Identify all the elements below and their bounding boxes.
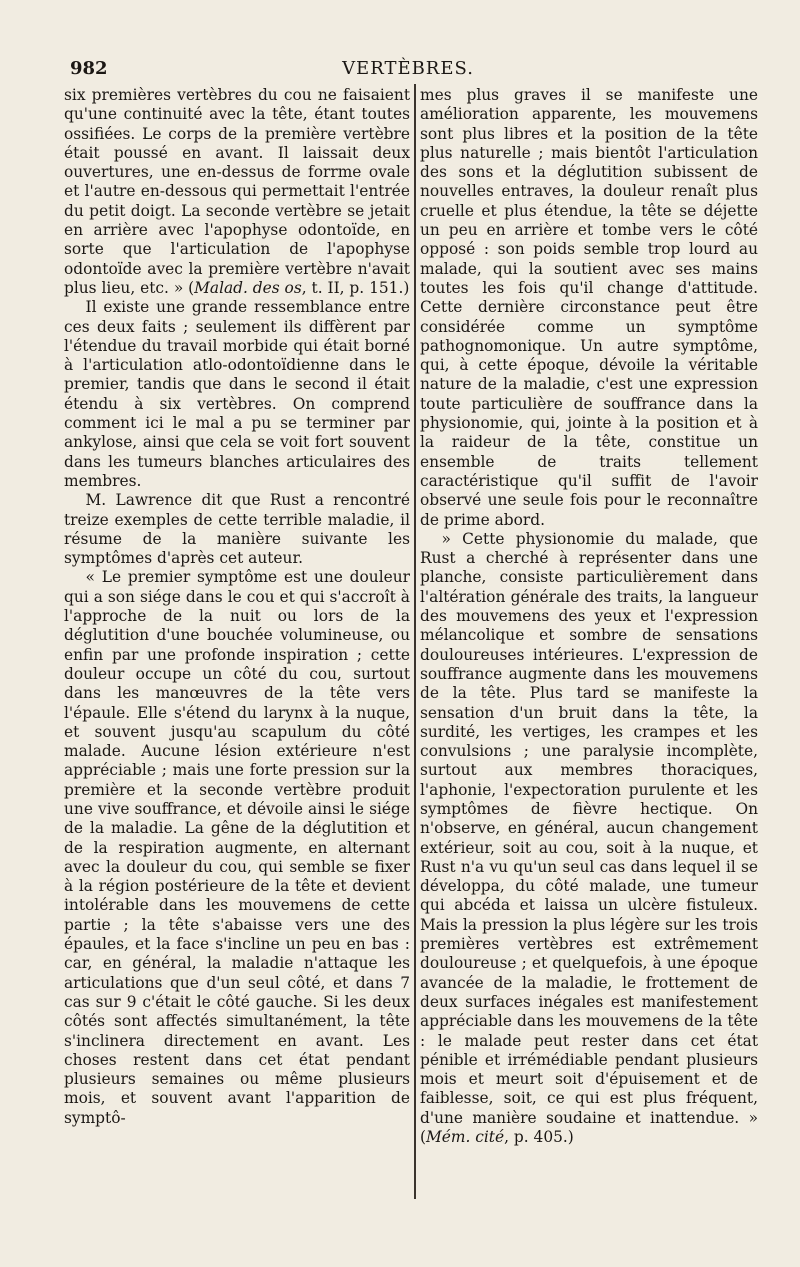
citation-reference: , t. II, p. 151.) — [301, 278, 410, 297]
paragraph — [420, 530, 758, 1148]
paragraph: M. Lawrence dit que Rust a rencontré treize exemples de cette terrible maladie, il résume de la manière suivante les symptômes d'après cet auteur. — [64, 491, 410, 568]
left-column — [64, 86, 410, 1236]
citation: Mém. cité — [426, 1128, 505, 1147]
citation: Malad. des os — [194, 278, 302, 297]
paragraph: « Le premier symptôme est une douleur qui a son siége dans le cou et qui s'accroît à l'approche de la nuit ou lors de la déglutition d'une bouchée volumineuse, ou enfin par une profonde inspiration ; cette douleur occupe un côté du cou, surtout dans les manœuvres de la tête vers l'épaule. Elle s'étend du larynx à la nuque, et souvent jusqu'au scapulum du côté malade. Aucune lésion extérieure n'est appréciable ; mais une forte pression sur la première et la seconde vertèbre produit une vive souffrance, et dévoile ainsi le siége de la maladie. La gêne de la déglutition et de la respiration augmente, en alternant avec la douleur du cou, qui semble se fixer à la région postérieure de la tête et devient intolérable dans les mouvemens de cette partie ; la tête s'abaisse vers une des épaules, et la face s'incline un peu en bas : car, en général, la maladie n'attaque les articulations que d'un seul côté, et dans 7 cas sur 9 c'était le côté gauche. Si les deux côtés sont affectés simultanément, la tête s'inclinera directement en avant. Les choses restent dans cet état pendant plusieurs semaines ou même plusieurs mois, et souvent avant l'apparition de symptô- — [64, 568, 410, 1127]
page-header — [70, 58, 746, 82]
paragraph: Il existe une grande ressemblance entre ces deux faits ; seulement ils diffèrent par l'étendue du travail morbide qui était borné à l'articulation atlo-odontoïdienne dans le premier, tandis que dans le second il était étendu à six vertèbres. On comprend comment ici le mal a pu se terminer par ankylose, ainsi que cela se voit fort souvent dans les tumeurs blanches articulaires des membres. — [64, 298, 410, 490]
running-title: VERTÈBRES. — [342, 58, 474, 79]
citation-reference: , p. 405.) — [504, 1128, 574, 1147]
paragraph: mes plus graves il se manifeste une amélioration apparente, les mouvemens sont plus libres et la position de la tête plus naturelle ; mais bientôt l'articulation des sons et la déglutition subissent de nouvelles entraves, la douleur renaît plus cruelle et plus étendue, la tête se déjette un peu en arrière et tombe vers le côté opposé : son poids semble trop lourd au malade, qui la soutient avec ses mains toutes les fois qu'il change d'attitude. Cette dernière circonstance peut être considérée comme un symptôme pathognomonique. Un autre symptôme, qui, à cette époque, dévoile la véritable nature de la maladie, c'est une expression toute particulière de souffrance dans la physionomie, qui, jointe à la position et à la raideur de la tête, constitue un ensemble de traits tellement caractéristique qu'il suffit de l'avoir observé une seule fois pour le reconnaître de prime abord. — [420, 86, 758, 529]
paragraph — [64, 86, 410, 298]
page-number: 982 — [70, 58, 108, 79]
column-divider — [414, 84, 416, 1199]
paragraph-text: » Cette physionomie du malade, que Rust a cherché à représenter dans une planche, consiste particulièrement dans l'altération générale des traits, la langueur des mouvemens des yeux et l'expression mélancolique et sombre de sensations douloureuses intérieures. L'expression de souffrance augmente dans les mouvemens de la tête. Plus tard se manifeste la sensation d'un bruit dans la tête, la surdité, les vertiges, les crampes et les convulsions ; une paralysie incomplète, surtout aux membres thoraciques, l'aphonie, l'expectoration purulente et les symptômes de fièvre hectique. On n'observe, en général, aucun changement extérieur, soit au cou, soit à la nuque, et Rust n'a vu qu'un seul cas dans lequel il se développa, du côté malade, une tumeur qui abcéda et laissa un ulcère fistuleux. Mais la pression la plus légère sur les trois premières vertèbres est extrêmement douloureuse ; et quelquefois, à une époque avancée de la maladie, le frottement de deux surfaces inégales est manifestement appréciable dans les mouvemens de la tête : le malade peut rester dans cet état pénible et irrémédiable pendant plusieurs mois et meurt soit d'épuisement et de faiblesse, soit, ce qui est plus fréquent, d'une manière soudaine et inattendue. » ( — [420, 529, 758, 1147]
right-column — [420, 86, 758, 1236]
paragraph-text: six premières vertèbres du cou ne faisaient qu'une continuité avec la tête, étant toutes ossifiées. Le corps de la première vertèbre était poussé en avant. Il laissait deux ouvertures, une en-dessus de forrme ovale et l'autre en-dessous qui permettait l'entrée du petit doigt. La seconde vertèbre se jetait en arrière avec l'apophyse odontoïde, en sorte que l'articulation de l'apophyse odontoïde avec la première vertèbre n'avait plus lieu, etc. » ( — [64, 86, 410, 297]
